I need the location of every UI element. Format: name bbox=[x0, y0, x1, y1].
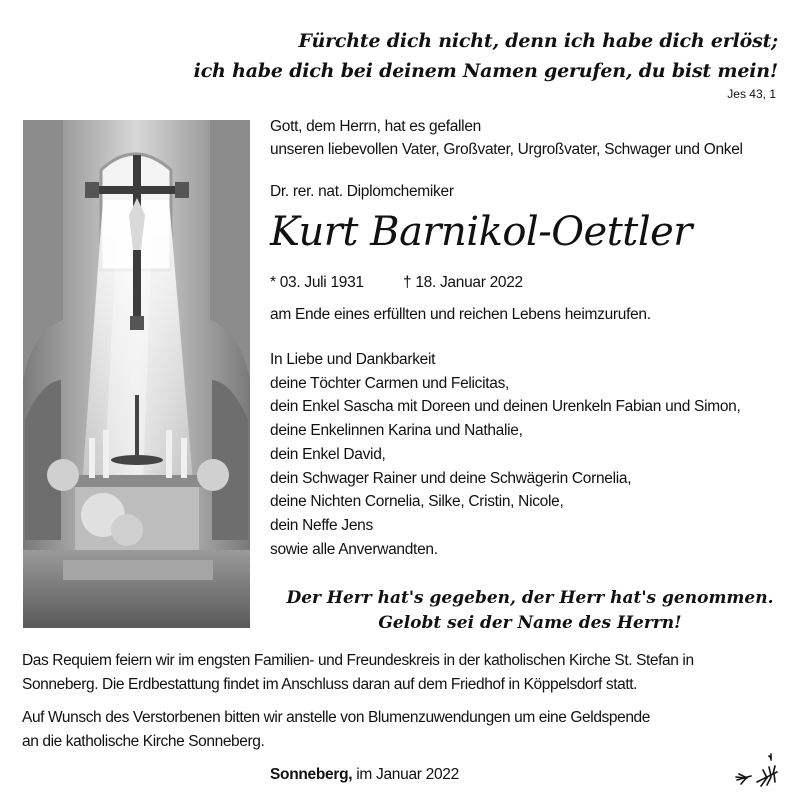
mourner-line: sowie alle Anverwandten. bbox=[270, 540, 438, 558]
academic-title: Dr. rer. nat. Diplomchemiker bbox=[270, 183, 454, 200]
intro-line-1: Gott, dem Herrn, hat es gefallen bbox=[270, 118, 481, 135]
closing-verse-line-2: Gelobt sei der Name des Herrn! bbox=[378, 613, 682, 633]
verse-line-1: Fürchte dich nicht, denn ich habe dich erlöst; bbox=[298, 30, 778, 52]
death-date: † 18. Januar 2022 bbox=[403, 274, 523, 291]
donation-line-1: Auf Wunsch des Verstorbenen bitten wir anstelle von Blumenzuwendungen um eine Geldspende bbox=[22, 709, 650, 726]
mourner-line: In Liebe und Dankbarkeit bbox=[270, 351, 436, 368]
mourner-line: deine Enkelinnen Karina und Nathalie, bbox=[270, 422, 523, 440]
mourner-line: deine Töchter Carmen und Felicitas, bbox=[270, 374, 510, 392]
deceased-name: Kurt Barnikol-Oettler bbox=[270, 209, 692, 255]
church-altar-photo bbox=[23, 120, 250, 628]
place: Sonneberg, bbox=[270, 766, 353, 783]
date: im Januar 2022 bbox=[352, 766, 459, 783]
donation-line-2: an die katholische Kirche Sonneberg. bbox=[22, 733, 265, 750]
mourner-line: deine Nichten Cornelia, Silke, Cristin, Nicole, bbox=[270, 493, 564, 511]
verse-line-2: ich habe dich bei deinem Namen gerufen, du bist mein! bbox=[193, 60, 778, 82]
birth-date: * 03. Juli 1931 bbox=[270, 274, 364, 291]
mourners-list bbox=[270, 348, 740, 561]
palm-branch-icon bbox=[733, 752, 781, 792]
mourner-line: dein Neffe Jens bbox=[270, 516, 373, 534]
intro-line-2: unseren liebevollen Vater, Großvater, Urgroßvater, Schwager und Onkel bbox=[270, 141, 743, 158]
requiem-line-2: Sonneberg. Die Erdbestattung findet im Anschluss daran auf dem Friedhof in Köppelsdorf statt. bbox=[22, 676, 638, 693]
closing-verse-line-1: Der Herr hat's gegeben, der Herr hat's genommen. bbox=[286, 588, 774, 608]
mourner-line: dein Enkel David, bbox=[270, 445, 386, 463]
end-of-life-line: am Ende eines erfüllten und reichen Lebens heimzurufen. bbox=[270, 306, 651, 323]
verse-reference: Jes 43, 1 bbox=[727, 87, 776, 101]
requiem-line-1: Das Requiem feiern wir im engsten Familien- und Freundeskreis in der katholischen Kirche St. Stefan in bbox=[22, 652, 694, 669]
mourner-line: dein Schwager Rainer und deine Schwägerin Cornelia, bbox=[270, 469, 632, 487]
place-date bbox=[270, 766, 459, 784]
mourner-line: dein Enkel Sascha mit Doreen und deinen Urenkeln Fabian und Simon, bbox=[270, 398, 741, 416]
